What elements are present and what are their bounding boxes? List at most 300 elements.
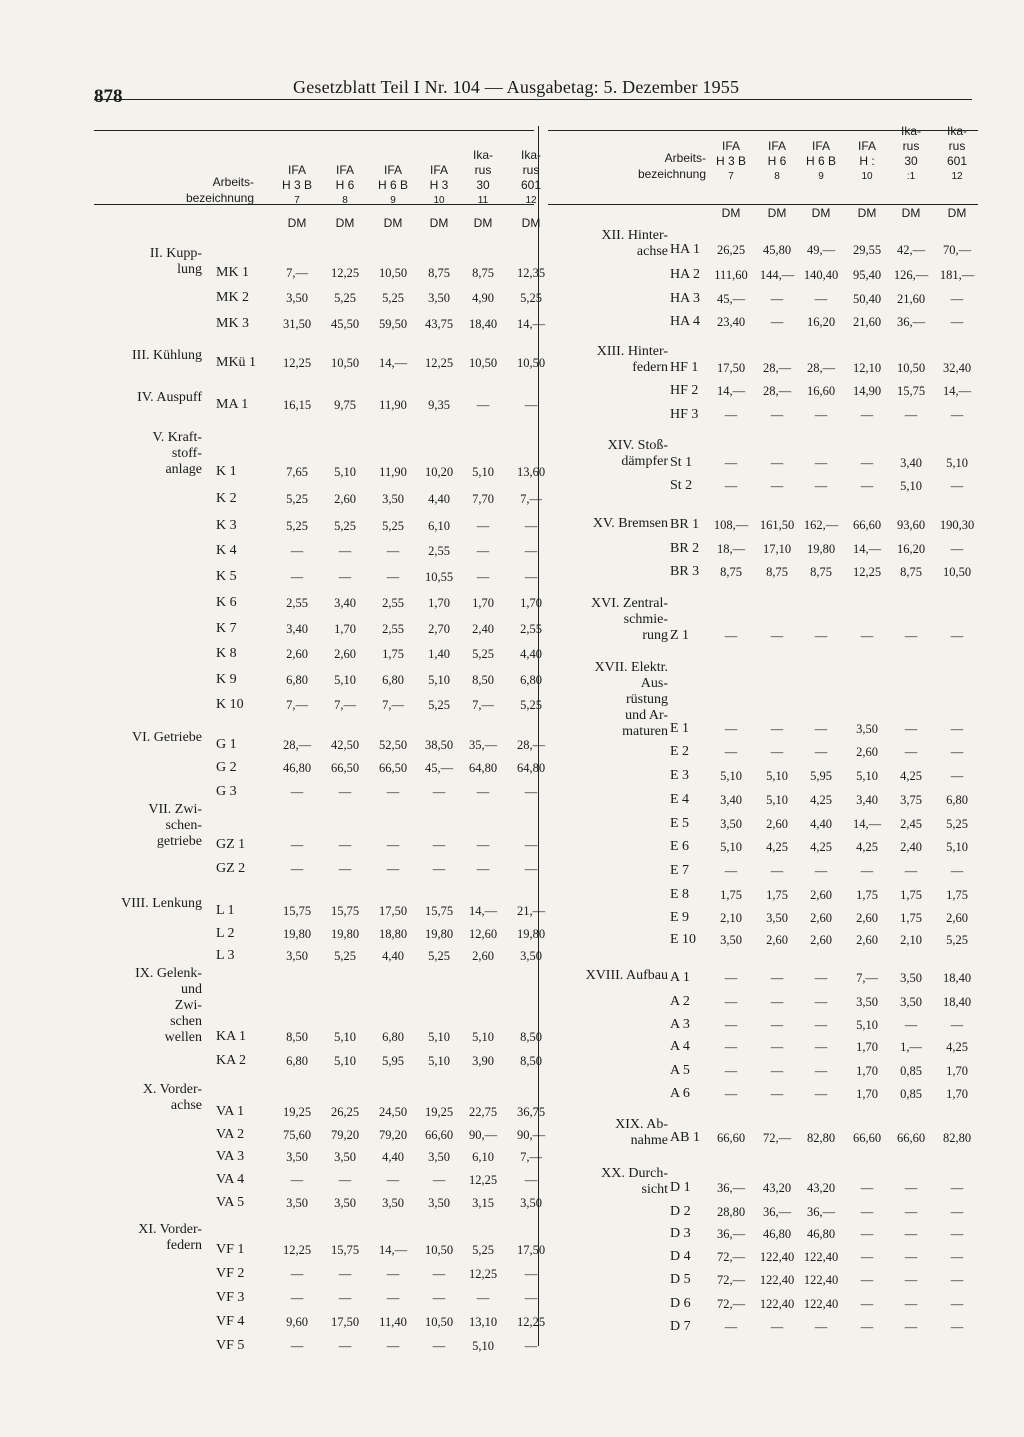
price-cell: 5,25	[382, 291, 404, 305]
column-number: 12	[525, 195, 537, 206]
section-title: III. Kühlung	[132, 348, 202, 363]
price-cell: 10,50	[896, 361, 926, 375]
column-header-name: H :	[859, 154, 875, 168]
column-header-name: H 3 B	[715, 154, 746, 168]
price-cell: —	[904, 1205, 918, 1219]
price-cell: —	[290, 838, 304, 852]
price-cell: 122,40	[803, 1273, 839, 1287]
price-cell: 17,50	[330, 1315, 360, 1329]
price-cell: —	[950, 722, 964, 736]
price-cell: 79,20	[378, 1128, 408, 1142]
price-cell: 90,—	[468, 1128, 498, 1142]
page-number: 878	[94, 86, 123, 107]
operation-code: VF 4	[216, 1314, 245, 1329]
price-cell: 2,55	[286, 596, 308, 610]
price-cell: —	[432, 838, 446, 852]
price-cell: 10,50	[516, 356, 546, 370]
price-cell: —	[814, 1064, 828, 1078]
price-cell: —	[950, 769, 964, 783]
currency-unit: DM	[335, 216, 355, 230]
price-cell: 3,50	[286, 1150, 308, 1164]
price-cell: 18,—	[716, 542, 746, 556]
price-cell: 122,40	[759, 1273, 795, 1287]
price-cell: 2,10	[900, 933, 922, 947]
currency-unit: DM	[287, 216, 307, 230]
price-cell: —	[386, 1339, 400, 1353]
price-cell: 5,25	[334, 519, 356, 533]
currency-unit: DM	[721, 206, 741, 220]
price-cell: 5,10	[856, 769, 878, 783]
currency-unit: DM	[429, 216, 449, 230]
column-header	[460, 148, 506, 210]
price-cell: —	[770, 1018, 784, 1032]
price-cell: 49,—	[806, 243, 836, 257]
operation-code: VF 3	[216, 1290, 245, 1305]
price-cell: 24,50	[378, 1105, 408, 1119]
price-cell: 12,25	[424, 356, 454, 370]
price-cell: 82,80	[806, 1131, 836, 1145]
price-cell: 5,10	[334, 1054, 356, 1068]
price-cell: 26,25	[330, 1105, 360, 1119]
price-cell: 2,55	[382, 622, 404, 636]
operation-code: VA 3	[216, 1149, 245, 1164]
price-cell: 8,50	[472, 673, 494, 687]
price-cell: 45,50	[330, 317, 360, 331]
price-cell: 5,10	[428, 1054, 450, 1068]
price-cell: 5,25	[520, 291, 542, 305]
price-cell: 3,15	[472, 1196, 494, 1210]
price-cell: 10,50	[942, 565, 972, 579]
price-cell: 3,50	[720, 933, 742, 947]
price-cell: 7,65	[286, 465, 308, 479]
column-header-name: rus	[902, 139, 920, 153]
price-cell: —	[524, 544, 538, 558]
price-cell: —	[290, 1291, 304, 1305]
price-cell: —	[950, 745, 964, 759]
column-header-name: H 6	[335, 178, 355, 192]
price-cell: —	[950, 1320, 964, 1334]
price-cell: 6,80	[286, 1054, 308, 1068]
price-cell: —	[432, 785, 446, 799]
operation-code: E 2	[670, 744, 690, 759]
price-cell: 5,10	[334, 465, 356, 479]
column-number: 10	[433, 195, 445, 206]
price-cell: 111,60	[714, 268, 748, 282]
price-cell: 2,60	[766, 933, 788, 947]
price-cell: —	[770, 1040, 784, 1054]
price-cell: —	[524, 570, 538, 584]
price-cell: —	[386, 1267, 400, 1281]
price-cell: —	[290, 1267, 304, 1281]
operation-code: K 6	[216, 595, 237, 610]
currency-unit: DM	[857, 206, 877, 220]
price-cell: 9,75	[334, 398, 356, 412]
section-title: XI. Vorder- federn	[138, 1222, 202, 1253]
price-cell: —	[950, 479, 964, 493]
price-cell: 10,50	[424, 1243, 454, 1257]
column-header	[508, 148, 554, 210]
price-cell: —	[770, 864, 784, 878]
price-cell: 4,90	[472, 291, 494, 305]
price-cell: —	[904, 1181, 918, 1195]
operation-code: A 5	[670, 1063, 690, 1078]
price-cell: 26,25	[716, 243, 746, 257]
section-title: XIV. Stoß- dämpfer	[607, 438, 668, 469]
price-cell: —	[338, 570, 352, 584]
price-cell: 19,80	[516, 927, 546, 941]
price-cell: 7,—	[472, 698, 494, 712]
price-cell: —	[904, 1273, 918, 1287]
price-cell: 19,80	[424, 927, 454, 941]
price-cell: 5,10	[720, 840, 742, 854]
operation-code: E 10	[670, 932, 697, 947]
price-cell: 0,85	[900, 1087, 922, 1101]
price-cell: —	[338, 862, 352, 876]
price-cell: —	[476, 1291, 490, 1305]
price-cell: 4,40	[520, 647, 542, 661]
price-cell: —	[950, 629, 964, 643]
price-cell: 28,—	[762, 361, 792, 375]
price-cell: 72,—	[716, 1297, 746, 1311]
price-cell: —	[770, 479, 784, 493]
price-cell: 1,70	[520, 596, 542, 610]
price-cell: —	[724, 479, 738, 493]
price-cell: 3,50	[520, 949, 542, 963]
price-cell: 4,40	[428, 492, 450, 506]
price-cell: 5,10	[856, 1018, 878, 1032]
column-header-name: IFA	[857, 139, 876, 153]
price-cell: 3,90	[472, 1054, 494, 1068]
price-cell: 5,25	[428, 698, 450, 712]
price-cell: —	[814, 971, 828, 985]
price-cell: —	[904, 1018, 918, 1032]
currency-unit: DM	[521, 216, 541, 230]
price-cell: 12,25	[330, 266, 360, 280]
price-cell: 8,50	[520, 1030, 542, 1044]
price-cell: 11,90	[379, 398, 407, 412]
price-cell: 45,—	[716, 292, 746, 306]
column-number: :1	[906, 171, 916, 182]
operation-code: VF 1	[216, 1242, 245, 1257]
price-cell: —	[338, 1267, 352, 1281]
price-cell: 3,50	[720, 817, 742, 831]
price-cell: 43,75	[424, 317, 454, 331]
column-label-arbeitsbezeichnung: Arbeits- bezeichnung	[637, 151, 706, 181]
operation-code: K 8	[216, 646, 237, 661]
price-cell: 7,70	[472, 492, 494, 506]
price-cell: —	[724, 745, 738, 759]
operation-code: HA 3	[670, 291, 700, 306]
operation-code: GZ 2	[216, 861, 246, 876]
price-cell: —	[476, 838, 490, 852]
operation-code: BR 2	[670, 541, 700, 556]
price-cell: 5,25	[520, 698, 542, 712]
price-cell: —	[904, 745, 918, 759]
price-cell: 4,25	[946, 1040, 968, 1054]
price-cell: 2,70	[428, 622, 450, 636]
operation-code: A 4	[670, 1039, 690, 1054]
operation-code: HF 2	[670, 383, 699, 398]
price-cell: —	[814, 408, 828, 422]
price-cell: —	[860, 629, 874, 643]
price-cell: 5,25	[334, 291, 356, 305]
column-number: 9	[818, 171, 824, 182]
operation-code: MKü 1	[216, 355, 257, 370]
price-cell: 12,25	[468, 1173, 498, 1187]
price-cell: —	[432, 1291, 446, 1305]
price-cell: 45,—	[424, 761, 454, 775]
price-cell: —	[476, 862, 490, 876]
price-cell: 3,50	[382, 492, 404, 506]
price-cell: 19,25	[424, 1105, 454, 1119]
operation-code: HF 1	[670, 360, 699, 375]
operation-code: K 2	[216, 491, 237, 506]
operation-code: E 5	[670, 816, 690, 831]
price-cell: 66,60	[896, 1131, 926, 1145]
price-cell: 1,75	[766, 888, 788, 902]
price-cell: 1,75	[382, 647, 404, 661]
price-cell: 66,60	[424, 1128, 454, 1142]
price-cell: —	[814, 629, 828, 643]
price-cell: 6,80	[286, 673, 308, 687]
column-header-name: Ika-	[520, 148, 541, 162]
price-cell: 8,75	[472, 266, 494, 280]
operation-code: K 5	[216, 569, 237, 584]
column-header	[888, 124, 934, 186]
price-cell: 28,—	[282, 738, 312, 752]
section-title: XVI. Zentral- schmie- rung	[591, 596, 668, 643]
price-cell: 3,50	[334, 1196, 356, 1210]
price-cell: —	[338, 785, 352, 799]
price-cell: —	[724, 1018, 738, 1032]
operation-code: G 2	[216, 760, 237, 775]
price-cell: 5,10	[766, 769, 788, 783]
price-cell: 46,80	[806, 1227, 836, 1241]
price-cell: 46,80	[762, 1227, 792, 1241]
price-cell: 3,50	[856, 722, 878, 736]
operation-code: GZ 1	[216, 837, 246, 852]
price-cell: 10,50	[424, 1315, 454, 1329]
column-number: 9	[390, 195, 396, 206]
price-cell: 12,25	[282, 1243, 312, 1257]
price-cell: —	[524, 1173, 538, 1187]
price-cell: 5,10	[720, 769, 742, 783]
section-title: X. Vorder- achse	[142, 1082, 202, 1113]
price-cell: 10,55	[424, 570, 454, 584]
price-cell: —	[724, 1064, 738, 1078]
price-cell: 1,70	[856, 1064, 878, 1078]
price-cell: 4,25	[810, 840, 832, 854]
column-header-name: IFA	[767, 139, 786, 153]
price-cell: 1,—	[900, 1040, 922, 1054]
price-cell: —	[904, 1227, 918, 1241]
price-cell: 5,10	[428, 673, 450, 687]
price-cell: —	[860, 479, 874, 493]
price-cell: 8,50	[520, 1054, 542, 1068]
operation-code: HA 1	[670, 242, 700, 257]
column-header	[416, 148, 462, 210]
price-cell: 4,40	[810, 817, 832, 831]
price-cell: 3,75	[900, 793, 922, 807]
price-cell: —	[770, 629, 784, 643]
price-cell: —	[770, 1087, 784, 1101]
price-cell: 15,75	[330, 904, 360, 918]
price-cell: 122,40	[759, 1297, 795, 1311]
price-cell: —	[524, 838, 538, 852]
price-cell: 7,—	[286, 698, 308, 712]
price-cell: 2,60	[472, 949, 494, 963]
section-title: XV. Bremsen	[592, 516, 668, 531]
price-cell: —	[814, 995, 828, 1009]
price-cell: —	[814, 745, 828, 759]
price-cell: 5,25	[946, 817, 968, 831]
price-cell: 7,—	[334, 698, 356, 712]
price-cell: 17,10	[762, 542, 792, 556]
price-cell: 12,25	[852, 565, 882, 579]
section-title: IX. Gelenk- und Zwi- schen wellen	[135, 966, 202, 1045]
operation-code: D 7	[670, 1319, 691, 1334]
price-cell: 36,—	[762, 1205, 792, 1219]
column-number: 11	[477, 195, 489, 206]
operation-code: VA 1	[216, 1104, 245, 1119]
price-cell: 1,70	[946, 1064, 968, 1078]
price-cell: 3,50	[382, 1196, 404, 1210]
operation-code: Z 1	[670, 628, 690, 643]
price-cell: 38,50	[424, 738, 454, 752]
price-cell: —	[770, 456, 784, 470]
operation-code: A 2	[670, 994, 690, 1009]
price-cell: 10,50	[378, 266, 408, 280]
price-cell: —	[338, 1173, 352, 1187]
price-cell: —	[814, 1320, 828, 1334]
column-number: 8	[774, 171, 780, 182]
operation-code: E 9	[670, 910, 690, 925]
operation-code: A 3	[670, 1017, 690, 1032]
price-cell: —	[770, 722, 784, 736]
price-cell: 3,50	[286, 949, 308, 963]
section-title: VIII. Lenkung	[121, 896, 202, 911]
price-cell: —	[476, 570, 490, 584]
price-cell: 2,60	[286, 647, 308, 661]
section-title: XVIII. Aufbau	[585, 968, 668, 983]
price-cell: —	[386, 785, 400, 799]
price-cell: —	[770, 292, 784, 306]
price-cell: —	[904, 1297, 918, 1311]
price-cell: 66,50	[330, 761, 360, 775]
operation-code: D 4	[670, 1249, 691, 1264]
column-header	[274, 148, 320, 210]
column-header-name: rus	[474, 163, 492, 177]
operation-code: D 1	[670, 1180, 691, 1195]
price-cell: 5,10	[472, 1339, 494, 1353]
price-cell: 5,10	[472, 1030, 494, 1044]
price-cell: 21,60	[896, 292, 926, 306]
price-cell: 7,—	[520, 492, 542, 506]
price-cell: 13,60	[516, 465, 546, 479]
column-header	[934, 124, 980, 186]
operation-code: E 8	[670, 887, 690, 902]
column-header-name: H 6	[767, 154, 787, 168]
price-cell: 12,60	[468, 927, 498, 941]
price-cell: 3,50	[856, 995, 878, 1009]
operation-code: HF 3	[670, 407, 699, 422]
price-cell: —	[386, 862, 400, 876]
price-cell: —	[290, 544, 304, 558]
operation-code: KA 1	[216, 1029, 246, 1044]
column-header-name: H 6 B	[377, 178, 408, 192]
price-cell: 3,40	[286, 622, 308, 636]
price-cell: —	[950, 1181, 964, 1195]
price-cell: 12,25	[468, 1267, 498, 1281]
price-cell: —	[338, 1339, 352, 1353]
price-cell: 5,10	[900, 479, 922, 493]
page-title: Gesetzblatt Teil I Nr. 104 — Ausgabetag: 5. Dezember 1955	[293, 77, 740, 97]
operation-code: AB 1	[670, 1130, 700, 1145]
price-cell: —	[904, 722, 918, 736]
price-cell: 15,75	[896, 384, 926, 398]
price-cell: 36,—	[716, 1227, 746, 1241]
price-cell: 17,50	[516, 1243, 546, 1257]
price-cell: —	[770, 971, 784, 985]
price-cell: —	[860, 1250, 874, 1264]
column-header-name: H 6 B	[805, 154, 836, 168]
price-cell: 8,75	[720, 565, 742, 579]
price-cell: —	[724, 864, 738, 878]
price-cell: 42,—	[896, 243, 926, 257]
price-cell: 5,10	[946, 840, 968, 854]
price-cell: 43,20	[806, 1181, 836, 1195]
price-cell: —	[814, 722, 828, 736]
price-cell: 3,50	[520, 1196, 542, 1210]
operation-code: HA 2	[670, 267, 700, 282]
price-cell: 3,50	[428, 1150, 450, 1164]
price-cell: 59,50	[378, 317, 408, 331]
price-cell: 2,60	[334, 492, 356, 506]
price-cell: —	[724, 1320, 738, 1334]
price-cell: 17,50	[716, 361, 746, 375]
price-cell: 2,60	[856, 911, 878, 925]
price-cell: —	[290, 862, 304, 876]
price-cell: 4,40	[382, 949, 404, 963]
price-cell: 14,90	[852, 384, 882, 398]
price-cell: —	[904, 1250, 918, 1264]
operation-code: D 2	[670, 1204, 691, 1219]
price-cell: —	[386, 1173, 400, 1187]
operation-code: E 1	[670, 721, 690, 736]
price-cell: 19,25	[282, 1105, 312, 1119]
operation-code: St 2	[670, 478, 693, 493]
column-header	[798, 124, 844, 186]
price-cell: 16,15	[282, 398, 312, 412]
price-cell: 45,80	[762, 243, 792, 257]
price-cell: —	[950, 1250, 964, 1264]
operation-code: HA 4	[670, 314, 700, 329]
price-cell: 162,—	[803, 518, 839, 532]
operation-code: VF 5	[216, 1338, 245, 1353]
price-cell: 2,60	[766, 817, 788, 831]
column-header-name: 601	[946, 154, 968, 168]
price-cell: 23,40	[716, 315, 746, 329]
operation-code: D 5	[670, 1272, 691, 1287]
price-cell: 6,80	[382, 1030, 404, 1044]
section-title: IV. Auspuff	[137, 390, 202, 405]
column-number: 10	[861, 171, 873, 182]
price-cell: 82,80	[942, 1131, 972, 1145]
price-cell: 18,40	[468, 317, 498, 331]
price-cell: 2,55	[428, 544, 450, 558]
column-number: 12	[951, 171, 963, 182]
price-cell: 2,55	[520, 622, 542, 636]
